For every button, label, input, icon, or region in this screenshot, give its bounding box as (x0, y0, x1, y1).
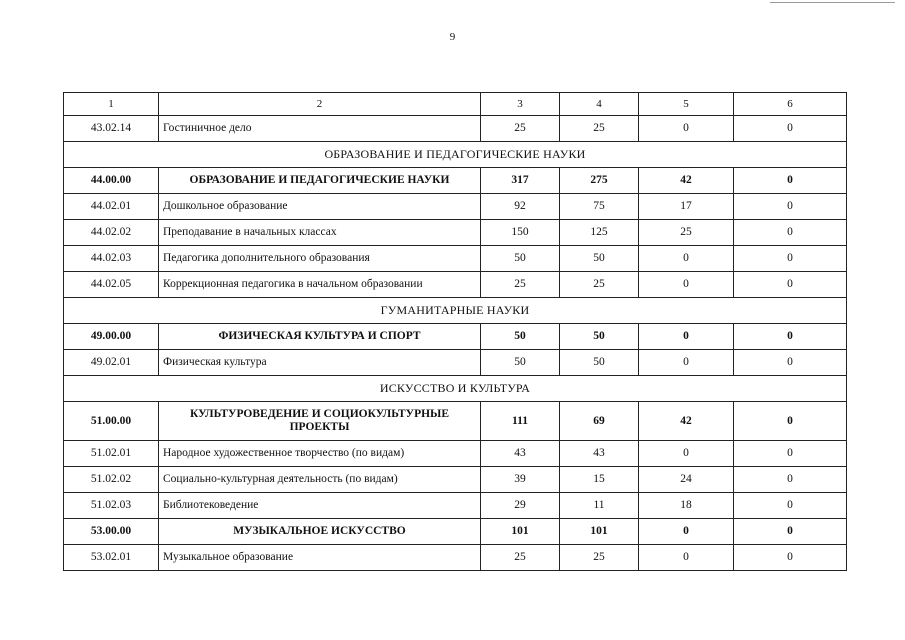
col5-cell: 0 (639, 545, 734, 571)
section-title: ИСКУССТВО И КУЛЬТУРА (64, 376, 847, 402)
col4-cell: 43 (560, 441, 639, 467)
code-cell: 51.02.02 (64, 467, 159, 493)
code-cell: 51.00.00 (64, 402, 159, 441)
header-cell-6: 6 (734, 93, 847, 116)
table-row (64, 194, 847, 220)
col5-cell: 0 (639, 324, 734, 350)
code-cell: 51.02.03 (64, 493, 159, 519)
col3-cell: 29 (481, 493, 560, 519)
col4-cell: 50 (560, 324, 639, 350)
col4-cell: 75 (560, 194, 639, 220)
col6-cell: 0 (734, 545, 847, 571)
col3-cell: 43 (481, 441, 560, 467)
header-cell-5: 5 (639, 93, 734, 116)
col6-cell: 0 (734, 519, 847, 545)
name-cell: Дошкольное образование (159, 194, 481, 220)
name-cell: КУЛЬТУРОВЕДЕНИЕ И СОЦИОКУЛЬТУРНЫЕ ПРОЕКТЫ (159, 402, 481, 441)
code-cell: 53.02.01 (64, 545, 159, 571)
corner-rule (770, 2, 895, 3)
table-row (64, 220, 847, 246)
section-title: ОБРАЗОВАНИЕ И ПЕДАГОГИЧЕСКИЕ НАУКИ (64, 142, 847, 168)
col4-cell: 15 (560, 467, 639, 493)
section-header-row (64, 376, 847, 402)
col5-cell: 0 (639, 441, 734, 467)
group-row (64, 402, 847, 441)
col6-cell: 0 (734, 493, 847, 519)
col4-cell: 275 (560, 168, 639, 194)
col6-cell: 0 (734, 246, 847, 272)
table-row (64, 116, 847, 142)
col5-cell: 17 (639, 194, 734, 220)
code-cell: 53.00.00 (64, 519, 159, 545)
col5-cell: 0 (639, 246, 734, 272)
code-cell: 44.02.02 (64, 220, 159, 246)
name-cell: Социально-культурная деятельность (по видам) (159, 467, 481, 493)
col4-cell: 50 (560, 350, 639, 376)
name-cell: Педагогика дополнительного образования (159, 246, 481, 272)
col3-cell: 50 (481, 324, 560, 350)
col3-cell: 101 (481, 519, 560, 545)
name-cell: МУЗЫКАЛЬНОЕ ИСКУССТВО (159, 519, 481, 545)
col3-cell: 111 (481, 402, 560, 441)
group-row (64, 519, 847, 545)
col4-cell: 50 (560, 246, 639, 272)
page-number: 9 (449, 31, 456, 43)
table-header-row (64, 93, 847, 116)
col6-cell: 0 (734, 272, 847, 298)
code-cell: 43.02.14 (64, 116, 159, 142)
table-row (64, 246, 847, 272)
code-cell: 44.02.05 (64, 272, 159, 298)
table-row (64, 467, 847, 493)
col6-cell: 0 (734, 441, 847, 467)
name-cell: Физическая культура (159, 350, 481, 376)
name-cell: ОБРАЗОВАНИЕ И ПЕДАГОГИЧЕСКИЕ НАУКИ (159, 168, 481, 194)
col3-cell: 25 (481, 116, 560, 142)
col5-cell: 0 (639, 350, 734, 376)
section-header-row (64, 298, 847, 324)
col3-cell: 50 (481, 350, 560, 376)
header-cell-2: 2 (159, 93, 481, 116)
col4-cell: 69 (560, 402, 639, 441)
section-title: ГУМАНИТАРНЫЕ НАУКИ (64, 298, 847, 324)
col5-cell: 24 (639, 467, 734, 493)
col4-cell: 25 (560, 116, 639, 142)
col5-cell: 0 (639, 519, 734, 545)
header-cell-4: 4 (560, 93, 639, 116)
col6-cell: 0 (734, 324, 847, 350)
col6-cell: 0 (734, 467, 847, 493)
name-cell: Народное художественное творчество (по видам) (159, 441, 481, 467)
col4-cell: 25 (560, 272, 639, 298)
code-cell: 49.00.00 (64, 324, 159, 350)
col5-cell: 42 (639, 168, 734, 194)
group-row (64, 168, 847, 194)
table-row (64, 272, 847, 298)
header-cell-3: 3 (481, 93, 560, 116)
col4-cell: 125 (560, 220, 639, 246)
name-cell: Гостиничное дело (159, 116, 481, 142)
col3-cell: 150 (481, 220, 560, 246)
name-cell: Библиотековедение (159, 493, 481, 519)
group-row (64, 324, 847, 350)
col5-cell: 42 (639, 402, 734, 441)
code-cell: 44.02.03 (64, 246, 159, 272)
header-cell-1: 1 (64, 93, 159, 116)
code-cell: 51.02.01 (64, 441, 159, 467)
name-cell: Музыкальное образование (159, 545, 481, 571)
col6-cell: 0 (734, 194, 847, 220)
col4-cell: 25 (560, 545, 639, 571)
col3-cell: 92 (481, 194, 560, 220)
table-row (64, 545, 847, 571)
col4-cell: 11 (560, 493, 639, 519)
col5-cell: 0 (639, 116, 734, 142)
table-row (64, 493, 847, 519)
col3-cell: 317 (481, 168, 560, 194)
section-header-row (64, 142, 847, 168)
col6-cell: 0 (734, 402, 847, 441)
table-row (64, 441, 847, 467)
col3-cell: 25 (481, 272, 560, 298)
col3-cell: 50 (481, 246, 560, 272)
table-body (64, 93, 847, 571)
col6-cell: 0 (734, 220, 847, 246)
col6-cell: 0 (734, 116, 847, 142)
col3-cell: 39 (481, 467, 560, 493)
code-cell: 44.02.01 (64, 194, 159, 220)
col6-cell: 0 (734, 168, 847, 194)
col5-cell: 18 (639, 493, 734, 519)
col5-cell: 0 (639, 272, 734, 298)
code-cell: 44.00.00 (64, 168, 159, 194)
col4-cell: 101 (560, 519, 639, 545)
col6-cell: 0 (734, 350, 847, 376)
col5-cell: 25 (639, 220, 734, 246)
name-cell: ФИЗИЧЕСКАЯ КУЛЬТУРА И СПОРТ (159, 324, 481, 350)
col3-cell: 25 (481, 545, 560, 571)
code-cell: 49.02.01 (64, 350, 159, 376)
admission-table (63, 92, 847, 571)
table-row (64, 350, 847, 376)
name-cell: Преподавание в начальных классах (159, 220, 481, 246)
name-cell: Коррекционная педагогика в начальном образовании (159, 272, 481, 298)
